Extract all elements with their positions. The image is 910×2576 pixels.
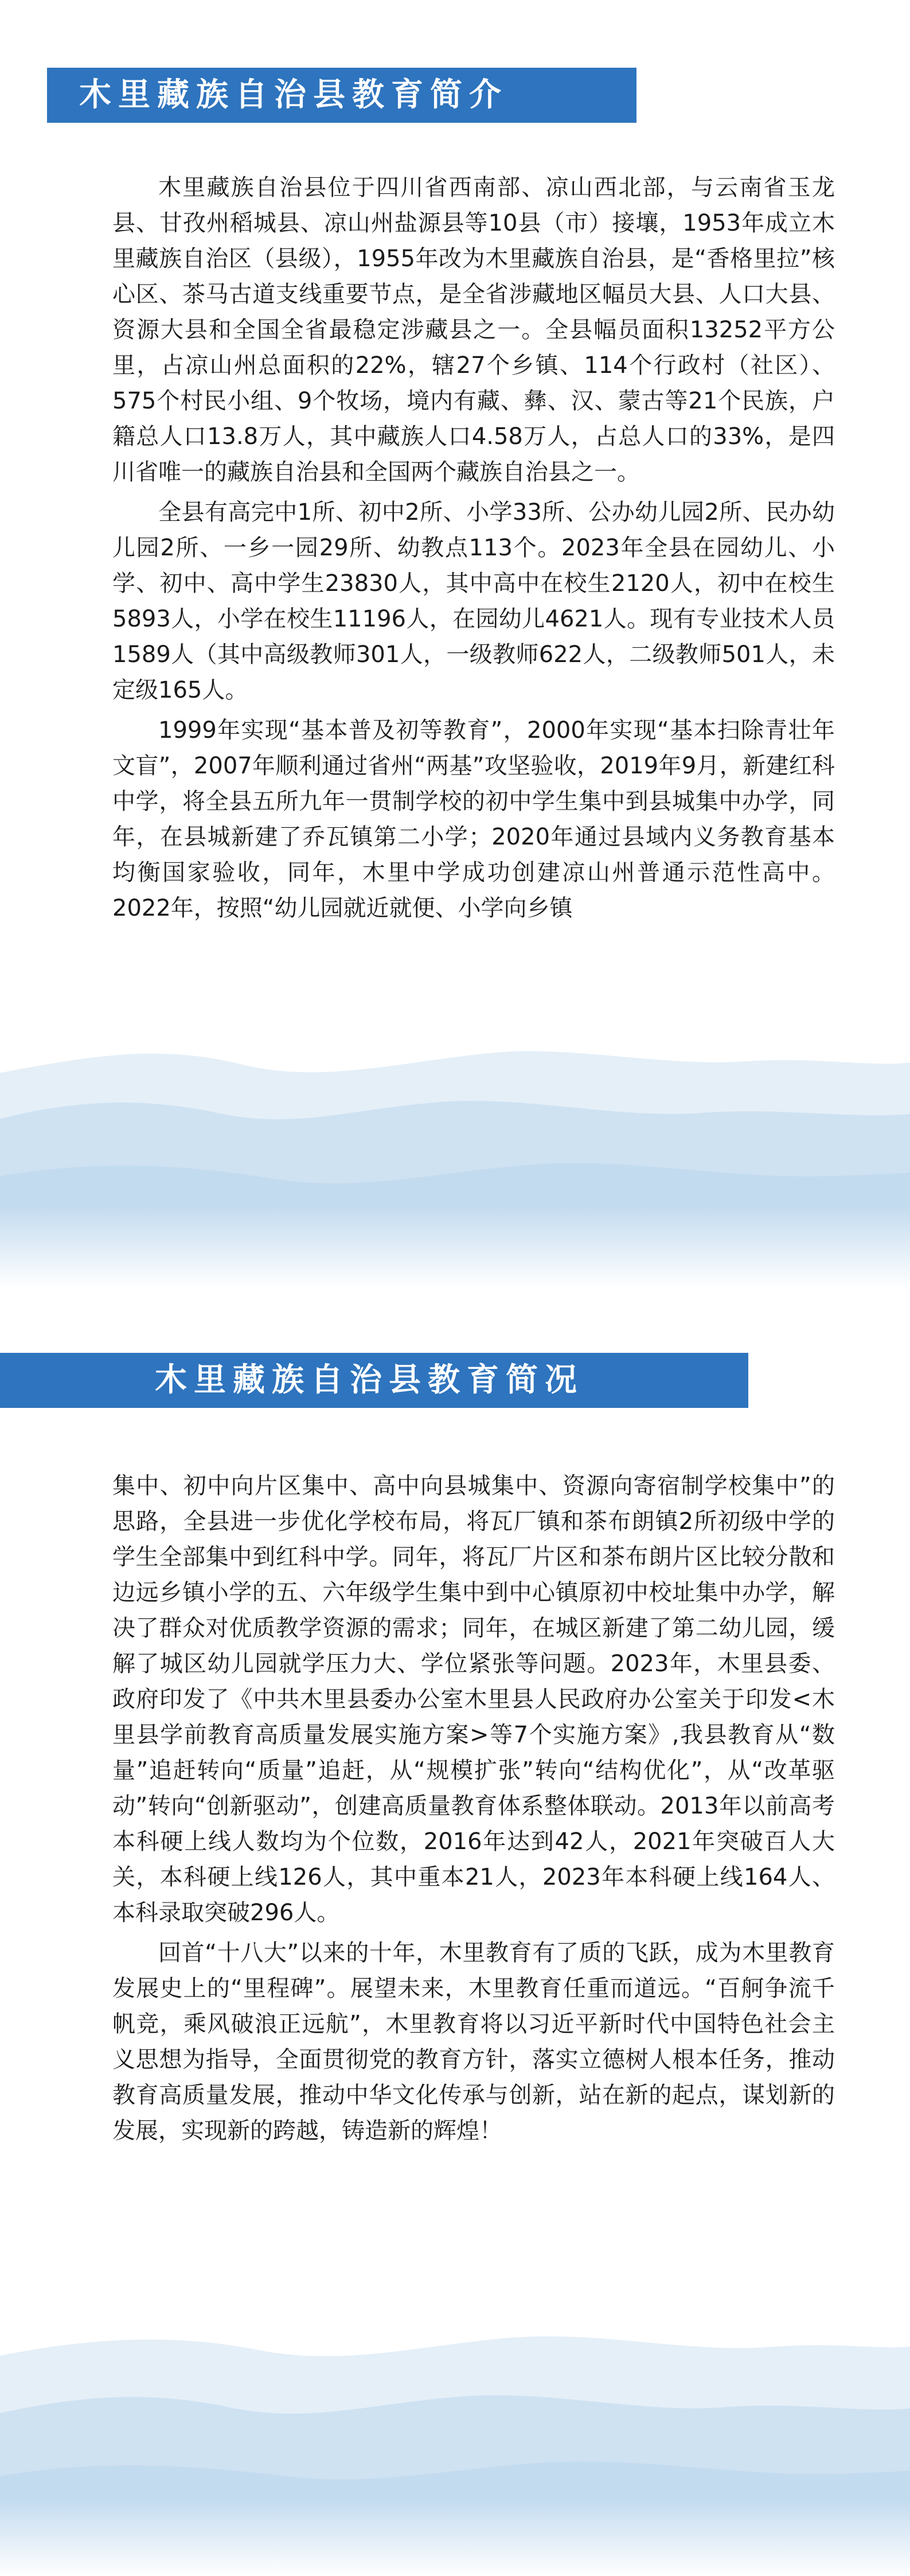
intro-paragraph-2: 全县有高完中1所、初中2所、小学33所、公办幼儿园2所、民办幼儿园2所、一乡一园29所、幼教点113个。2023年全县在园幼儿、小学、初中、高中学生23830人，其中高中在校生2120人，初中在校生5893人，小学在校生11196人，在园幼儿4621人。现有专业技术人员1589人（其中高级教师301人，一级教师622人，二级教师501人，未定级165人。 xyxy=(112,499,835,703)
overview-body xyxy=(112,1468,835,2153)
intro-paragraph-3: 1999年实现“基本普及初等教育”，2000年实现“基本扫除青壮年文盲”，2007年顺利通过省州“两基”攻坚验收，2019年9月，新建红科中学，将全县五所九年一贯制学校的初中学生集中到县城集中办学，同年，在县城新建了乔瓦镇第二小学；2020年通过县域内义务教育基本均衡国家验收，同年，木里中学成功创建凉山州普通示范性高中。2022年，按照“幼儿园就近就便、小学向乡镇 xyxy=(112,717,835,921)
overview-paragraph-2: 回首“十八大”以来的十年，木里教育有了质的飞跃，成为木里教育发展史上的“里程碑”。展望未来，木里教育任重而道远。“百舸争流千帆竞，乘风破浪正远航”，木里教育将以习近平新时代中国特色社会主义思想为指导，全面贯彻党的教育方针，落实立德树人根本任务，推动教育高质量发展，推动中华文化传承与创新，站在新的起点，谋划新的发展，实现新的跨越，铸造新的辉煌！ xyxy=(112,1940,835,2144)
mountain-mist-decoration xyxy=(0,2304,910,2576)
overview-paragraph-1: 集中、初中向片区集中、高中向县城集中、资源向寄宿制学校集中”的思路，全县进一步优化学校布局，将瓦厂镇和茶布朗镇2所初级中学的学生全部集中到红科中学。同年，将瓦厂片区和茶布朗片区比较分散和边远乡镇小学的五、六年级学生集中到中心镇原初中校址集中办学，解决了群众对优质教学资源的需求；同年，在城区新建了第二幼儿园，缓解了城区幼儿园就学压力大、学位紧张等问题。2023年，木里县委、政府印发了《中共木里县委办公室木里县人民政府办公室关于印发<木里县学前教育高质量发展实施方案>等7个实施方案》,我县教育从“数量”追赶转向“质量”追赶，从“规模扩张”转向“结构优化”，从“改革驱动”转向“创新驱动”，创建高质量教育体系整体联动。2013年以前高考本科硬上线人数均为个位数，2016年达到42人，2021年突破百人大关，本科硬上线126人，其中重本21人，2023年本科硬上线164人、本科录取突破296人。 xyxy=(112,1473,835,1926)
title-banner xyxy=(0,1353,748,1408)
intro-paragraph-1: 木里藏族自治县位于四川省西南部、凉山西北部，与云南省玉龙县、甘孜州稻城县、凉山州盐源县等10县（市）接壤，1953年成立木里藏族自治区（县级），1955年改为木里藏族自治县，是“香格里拉”核心区、茶马古道支线重要节点，是全省涉藏地区幅员大县、人口大县、资源大县和全国全省最稳定涉藏县之一。全县幅员面积13252平方公里，占凉山州总面积的22%，辖27个乡镇、114个行政村（社区）、575个村民小组、9个牧场，境内有藏、彝、汉、蒙古等21个民族，户籍总人口13.8万人，其中藏族人口4.58万人，占总人口的33%，是四川省唯一的藏族自治县和全国两个藏族自治县之一。 xyxy=(112,174,835,485)
panel-overview xyxy=(0,1289,910,2576)
mountain-mist-decoration xyxy=(0,1033,910,1289)
intro-body xyxy=(112,170,835,931)
panel-title: 木里藏族自治县教育简况 xyxy=(155,1361,584,1399)
panel-title: 木里藏族自治县教育简介 xyxy=(79,76,508,114)
title-banner xyxy=(47,68,636,123)
